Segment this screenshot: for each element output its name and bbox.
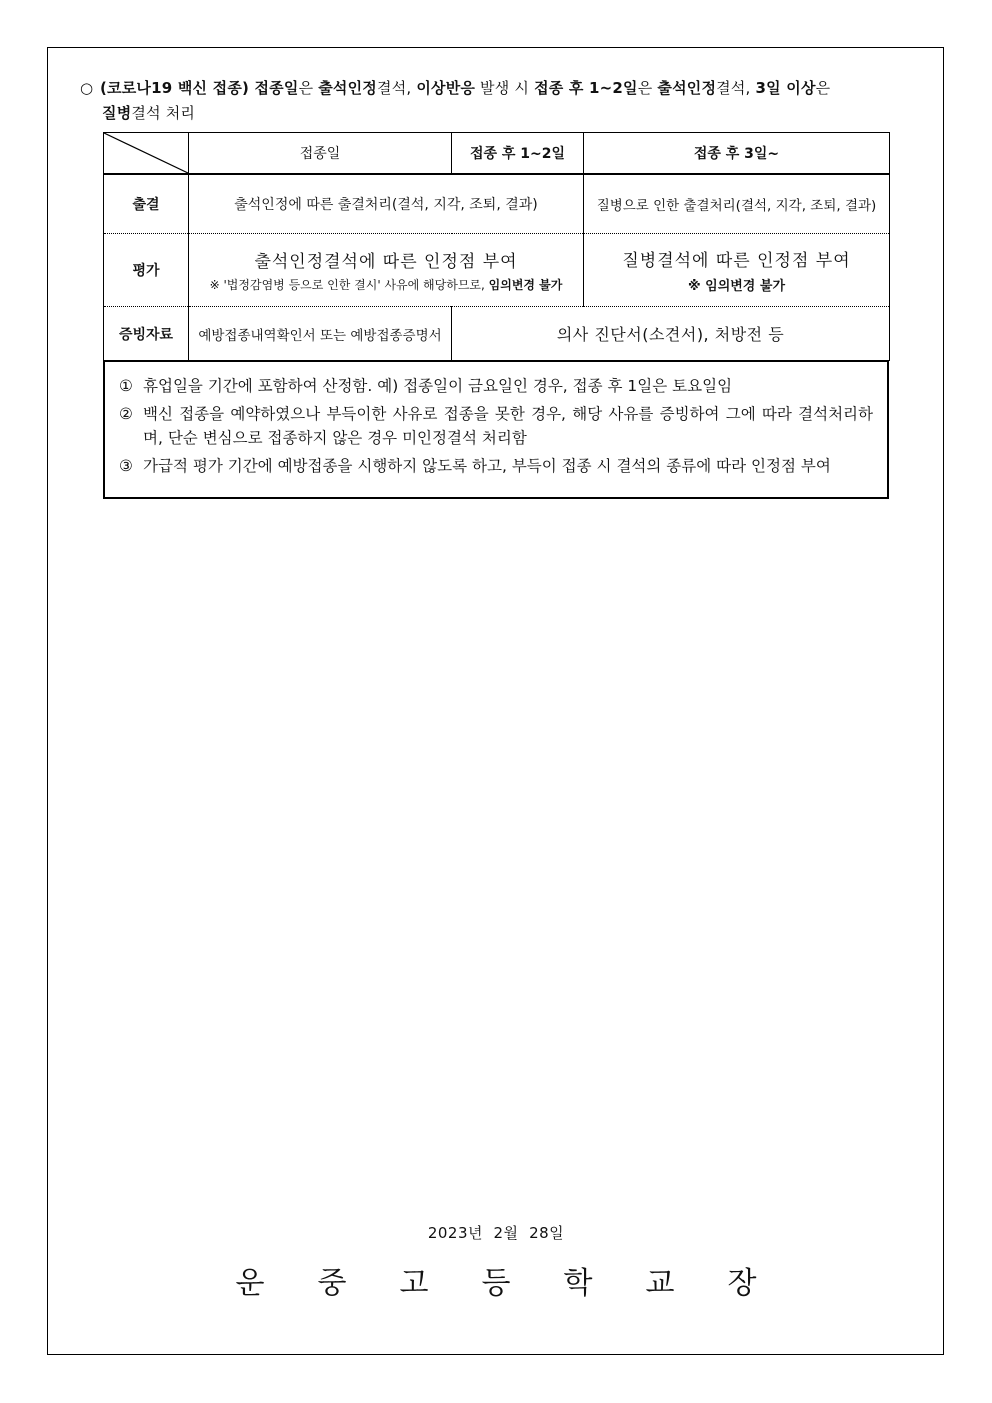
note-bold: 임의변경 불가 [488, 278, 563, 292]
evidence-vaccination-cell: 예방접종내역확인서 또는 예방접종증명서 [189, 307, 452, 361]
document-date: 2023년 2월 28일 [427, 1224, 565, 1242]
intro-text: 발생 시 [475, 79, 535, 97]
intro-text: 결석, [377, 79, 417, 97]
table-header-row [104, 133, 890, 175]
intro-bold: 3일 이상 [755, 79, 816, 97]
circled-number-3: ③ [119, 457, 133, 475]
circled-number-2: ② [119, 405, 133, 423]
signer-char: 운 [235, 1266, 265, 1301]
evaluation-recognized-main: 출석인정결석에 따른 인정점 부여 [254, 252, 518, 272]
header-after-3-days: 접종 후 3일~ [584, 133, 890, 175]
signer-title [0, 1258, 992, 1302]
intro-line-1 [80, 76, 925, 101]
header-vaccination-day: 접종일 [189, 133, 452, 175]
intro-bold: 출석인정 [657, 79, 717, 97]
vaccine-policy-table [103, 132, 890, 361]
note-text: 가급적 평가 기간에 예방접종을 시행하지 않도록 하고, 부득이 접종 시 결석의 종류에 따라 인정점 부여 [143, 457, 831, 475]
row-label-evidence: 증빙자료 [104, 307, 189, 361]
header-after-1-2-days: 접종 후 1~2일 [452, 133, 584, 175]
diagonal-corner-cell [104, 133, 189, 175]
evaluation-recognized-cell [189, 234, 584, 307]
row-label-evaluation: 평가 [104, 234, 189, 307]
evidence-doctor-cell: 의사 진단서(소견서), 처방전 등 [452, 307, 890, 361]
intro-bold: 접종 후 1~2일 [534, 79, 638, 97]
intro-bold: 질병 [102, 104, 132, 122]
intro-bold: 이상반응 [416, 79, 476, 97]
attendance-recognized-cell: 출석인정에 따른 출결처리(결석, 지각, 조퇴, 결과) [189, 174, 584, 234]
intro-text: 은 [637, 79, 658, 97]
table-row-evaluation [104, 234, 890, 307]
intro-text: 은 [298, 79, 319, 97]
signer-char: 학 [563, 1266, 593, 1301]
evaluation-recognized-note [193, 276, 579, 293]
signer-char: 장 [727, 1266, 757, 1301]
intro-paragraph [80, 76, 925, 126]
intro-line-2 [80, 101, 925, 126]
signer-char: 등 [481, 1266, 511, 1301]
intro-text: 결석 처리 [131, 104, 196, 122]
notes-box [103, 361, 889, 499]
signer-char: 중 [317, 1266, 347, 1301]
intro-text: 결석, [716, 79, 756, 97]
note-text: ※ '법정감염병 등으로 인한 결시' 사유에 해당하므로, [209, 278, 489, 292]
note-item [119, 454, 873, 478]
intro-bold: 출석인정 [318, 79, 377, 97]
intro-text: 은 [815, 79, 831, 97]
note-item [119, 374, 873, 398]
evaluation-illness-main: 질병결석에 따른 인정점 부여 [622, 251, 851, 271]
signer-char: 교 [645, 1266, 675, 1301]
note-text: 백신 접종을 예약하였으나 부득이한 사유로 접종을 못한 경우, 해당 사유를 증빙하여 그에 따라 결석처리하며, 단순 변심으로 접종하지 않은 경우 미인정결석 처리함 [143, 405, 873, 447]
circled-number-1: ① [119, 377, 133, 395]
signer-char: 고 [399, 1266, 429, 1301]
evaluation-illness-cell [584, 234, 890, 307]
note-item [119, 402, 873, 450]
intro-topic: (코로나19 백신 접종) 접종일 [100, 79, 299, 97]
table-row-evidence [104, 307, 890, 361]
bullet-icon: ○ [80, 79, 94, 97]
evaluation-illness-note: ※ 임의변경 불가 [687, 279, 786, 294]
attendance-illness-cell: 질병으로 인한 출결처리(결석, 지각, 조퇴, 결과) [584, 174, 890, 234]
note-text: 휴업일을 기간에 포함하여 산정함. 예) 접종일이 금요일인 경우, 접종 후 1일은 토요일임 [143, 377, 733, 395]
row-label-attendance: 출결 [104, 174, 189, 234]
table-row-attendance [104, 174, 890, 234]
